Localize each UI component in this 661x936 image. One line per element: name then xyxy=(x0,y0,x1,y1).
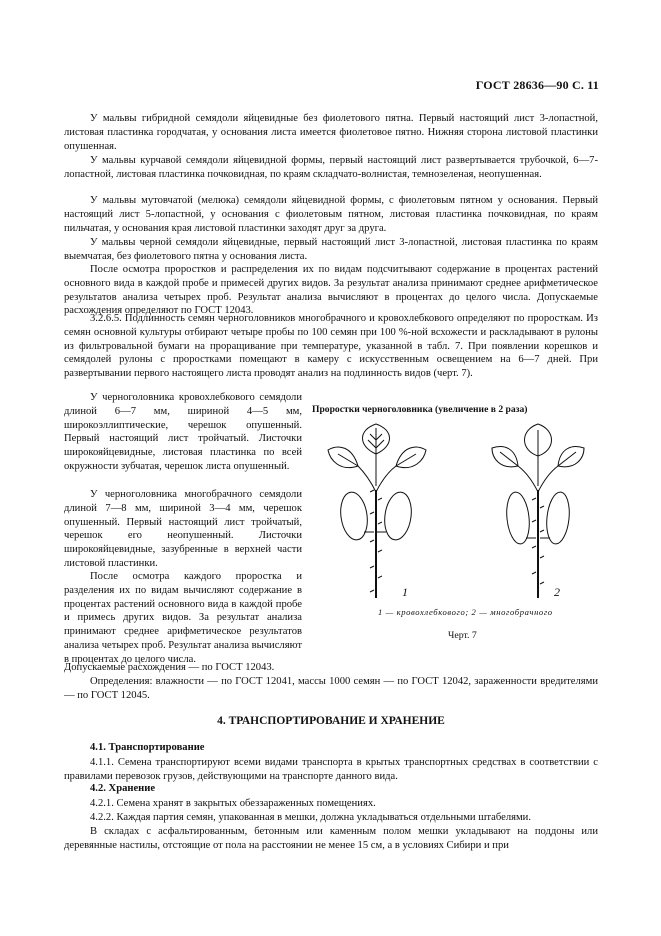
paragraph-4-1-1: 4.1.1. Семена транспортируют всеми видами транспорта в крытых транспортных средствах в соответствии с правилами перевозок грузов, действующими на транспорте данного вида. xyxy=(64,757,598,782)
paragraph-inspection: После осмотра проростков и распределения их по видам подсчитывают содержание в процентах растений основного вида в каждой пробе и примесей других видов. За результат анализа принимают среднее арифметическое результатов анализа четырех проб. Результат анализа вычисляют в процентах до целого числа. Допускаемые расхождения определяют по ГОСТ 12043. xyxy=(64,264,598,317)
section-4-title: 4. ТРАНСПОРТИРОВАНИЕ И ХРАНЕНИЕ xyxy=(217,715,445,727)
seedling-1-number: 1 xyxy=(402,585,408,599)
paragraph-4-2-2-continued: В складах с асфальтированным, бетонным или каменным полом мешки укладывают на поддоны или деревянные настилы, отстоящие от пола на расстоянии не менее 15 см, а в условиях Сибири и при xyxy=(64,826,598,851)
figure-caption: 1 — кровохлебкового; 2 — многобрачного xyxy=(378,607,553,617)
paragraph-definitions: Определения: влажности — по ГОСТ 12041, массы 1000 семян — по ГОСТ 12042, зараженности вредителями — по ГОСТ 12045. xyxy=(64,676,598,701)
subsection-4-2-heading: 4.2. Хранение xyxy=(90,783,156,794)
subsection-4-1-heading: 4.1. Транспортирование xyxy=(90,742,205,753)
paragraph-malva-curly: У мальвы курчавой семядоли яйцевидной формы, первый настоящий лист развертывается трубочкой, 6—7-лопастной, листовая пластинка почковидная, по краям складчато-волнистая, темнозеленая, неопушенная. xyxy=(64,155,598,180)
figure-title: Проростки черноголовника (увеличение в 2 раза) xyxy=(312,404,528,415)
seedling-2-illustration xyxy=(492,424,584,598)
seedling-2-number: 2 xyxy=(554,585,560,599)
paragraph-3-2-6-5: 3.2.6.5. Подлинность семян черноголовников многобрачного и кровохлебкового определяют по проросткам. Из семян основной культуры отбирают четыре пробы по 100 семян при 100 %-ной всхожести и раскладывают в рулоны из фильтровальной бумаги на проращивание при температуре, указанной в табл. 7. При появлении корешков и семядолей рулоны с проростками помещают в камеру с искусственным освещением на 6—7 дней. При развертывании первого настоящего листа проводят анализ на подлинность видов (черт. 7). xyxy=(64,313,598,380)
paragraph-malva-whorled: У мальвы мутовчатой (мелюка) семядоли яйцевидной формы, с фиолетовым пятном у основания. Первый настоящий лист 5-лопастной, у основания с фиолетовым пятном, листовая пластинка почковидная, по краям пильчатая, у основания края листовой пластинки заходят друг за друга. xyxy=(64,195,598,234)
figure-label: Черт. 7 xyxy=(448,630,477,641)
seedling-1-illustration xyxy=(328,424,426,598)
paragraph-column-inspection: После осмотра каждого проростка и разделения их по видам вычисляют содержание в процентах растений основного вида в каждой пробе и примесь других видов. За результат анализа принимают среднее арифметическое результатов анализа четырех проб. Результат анализа вычисляют в процентах до целого числа. xyxy=(64,571,302,665)
paragraph-malva-hybrid: У мальвы гибридной семядоли яйцевидные без фиолетового пятна. Первый настоящий лист 3-лопастной, листовая пластинка городчатая, у основания листа имеется фиолетовое пятно. Нижняя сторона листовой пластинки опушенная. xyxy=(64,113,598,152)
page-header: ГОСТ 28636—90 С. 11 xyxy=(475,78,599,92)
paragraph-malva-black: У мальвы черной семядоли яйцевидные, первый настоящий лист 3-лопастной, листовая пластинка по краям выемчатая, без фиолетового пятна у основания листа. xyxy=(64,237,598,262)
paragraph-mnogobrachnyi: У черноголовника многобрачного семядоли длиной 7—8 мм, шириной 3—4 мм, черешок опушенный. Первый настоящий лист тройчатый, черешок его неопушенный. Листочки широкояйцевидные, зазубренные в верхней части листовой пластинки. xyxy=(64,489,302,569)
seedling-figure xyxy=(318,420,598,600)
paragraph-4-2-2: 4.2.2. Каждая партия семян, упакованная в мешки, должна укладываться отдельными штабелями. xyxy=(90,812,532,823)
paragraph-krovohlebkovyi: У черноголовника кровохлебкового семядоли длиной 6—7 мм, шириной 4—5 мм, широкоэллиптические, черешок опушенный. Первый настоящий лист тройчатый. Листочки широкояйцевидные, листовая пластинка по всей окружности зубчатая, черешок листа опушенный. xyxy=(64,392,302,472)
paragraph-4-2-1: 4.2.1. Семена хранят в закрытых обеззараженных помещениях. xyxy=(90,798,376,809)
paragraph-tolerances: Допускаемые расхождения — по ГОСТ 12043. xyxy=(64,662,275,673)
